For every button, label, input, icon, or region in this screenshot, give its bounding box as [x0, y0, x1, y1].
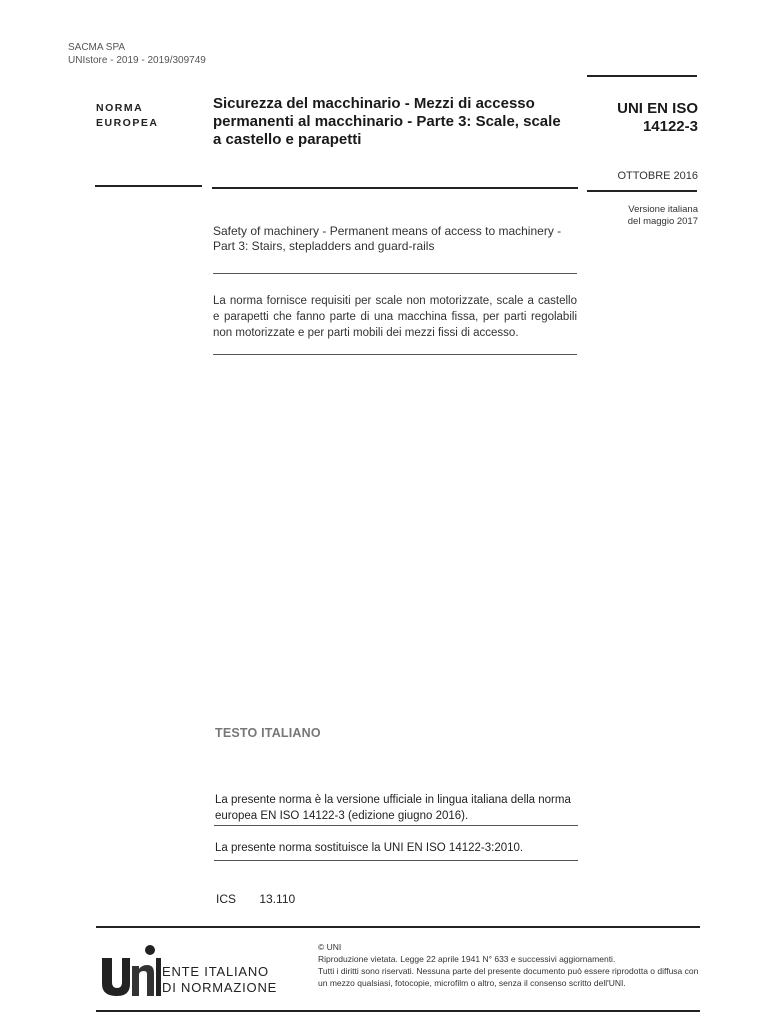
english-title-rule	[213, 273, 577, 274]
testo-italiano-heading: TESTO ITALIANO	[215, 726, 321, 740]
standard-code-prefix: UNI EN ISO	[617, 100, 698, 117]
watermark-store-id: UNIstore - 2019 - 2019/309749	[68, 55, 206, 66]
top-rule-right	[587, 75, 697, 77]
header-rule-right	[587, 190, 697, 192]
copyright-notice	[318, 941, 708, 989]
version-line-1: Versione italiana	[628, 204, 698, 215]
uni-logo	[100, 942, 290, 998]
ics-classification	[216, 892, 295, 906]
header-rule-middle	[212, 187, 578, 189]
uni-logo-mark	[100, 942, 162, 998]
norma-europea-label	[96, 101, 158, 131]
ics-code: 13.110	[259, 892, 296, 906]
rights-line: Tutti i diritti sono riservati. Nessuna parte del presente documento può essere riprodotta o diffusa con un mezzo qualsiasi, fotocopie, microfilm o altro, senza il consenso scritto dell'UNI.	[318, 966, 699, 988]
scope-description: La norma fornisce requisiti per scale non motorizzate, scale a castello e parapetti che fanno parte di una macchina fissa, per parti regolabili non motorizzate e per parti mobili dei mezzi fissi di accesso.	[213, 295, 577, 339]
europea-label: EUROPEA	[96, 117, 159, 129]
uni-logo-wordmark	[162, 964, 277, 996]
ics-label: ICS	[216, 892, 237, 906]
official-version-note: La presente norma è la versione ufficiale in lingua italiana della norma europea EN ISO 14122-3 (edizione giugno 2016).	[215, 794, 571, 822]
italian-version-note	[598, 204, 698, 228]
store-watermark	[68, 41, 206, 67]
reproduction-line: Riproduzione vietata. Legge 22 aprile 1941 N° 633 e successivi aggiornamenti.	[318, 954, 616, 964]
replaces-note: La presente norma sostituisce la UNI EN ISO 14122-3:2010.	[215, 842, 524, 854]
standard-code	[598, 100, 698, 136]
publication-date: OTTOBRE 2016	[617, 170, 698, 182]
official-note-rule	[214, 825, 578, 826]
logo-line-2: DI NORMAZIONE	[162, 980, 278, 995]
document-title: Sicurezza del macchinario - Mezzi di accesso permanenti al macchinario - Parte 3: Scale, scale a castello e parapetti	[213, 95, 561, 148]
norma-label: NORMA	[96, 102, 144, 114]
footer-bottom-rule	[96, 1010, 700, 1012]
logo-line-1: ENTE ITALIANO	[162, 964, 269, 979]
standard-code-number: 14122-3	[642, 118, 698, 135]
english-title: Safety of machinery - Permanent means of access to machinery - Part 3: Stairs, stepladders and guard-rails	[213, 224, 562, 253]
footer-top-rule	[96, 926, 700, 928]
version-line-2: del maggio 2017	[627, 216, 698, 227]
header-rule-left	[95, 185, 202, 187]
watermark-company: SACMA SPA	[68, 42, 126, 53]
replaces-note-rule	[214, 860, 578, 861]
copyright-line: © UNI	[318, 942, 342, 952]
description-rule	[213, 354, 577, 355]
